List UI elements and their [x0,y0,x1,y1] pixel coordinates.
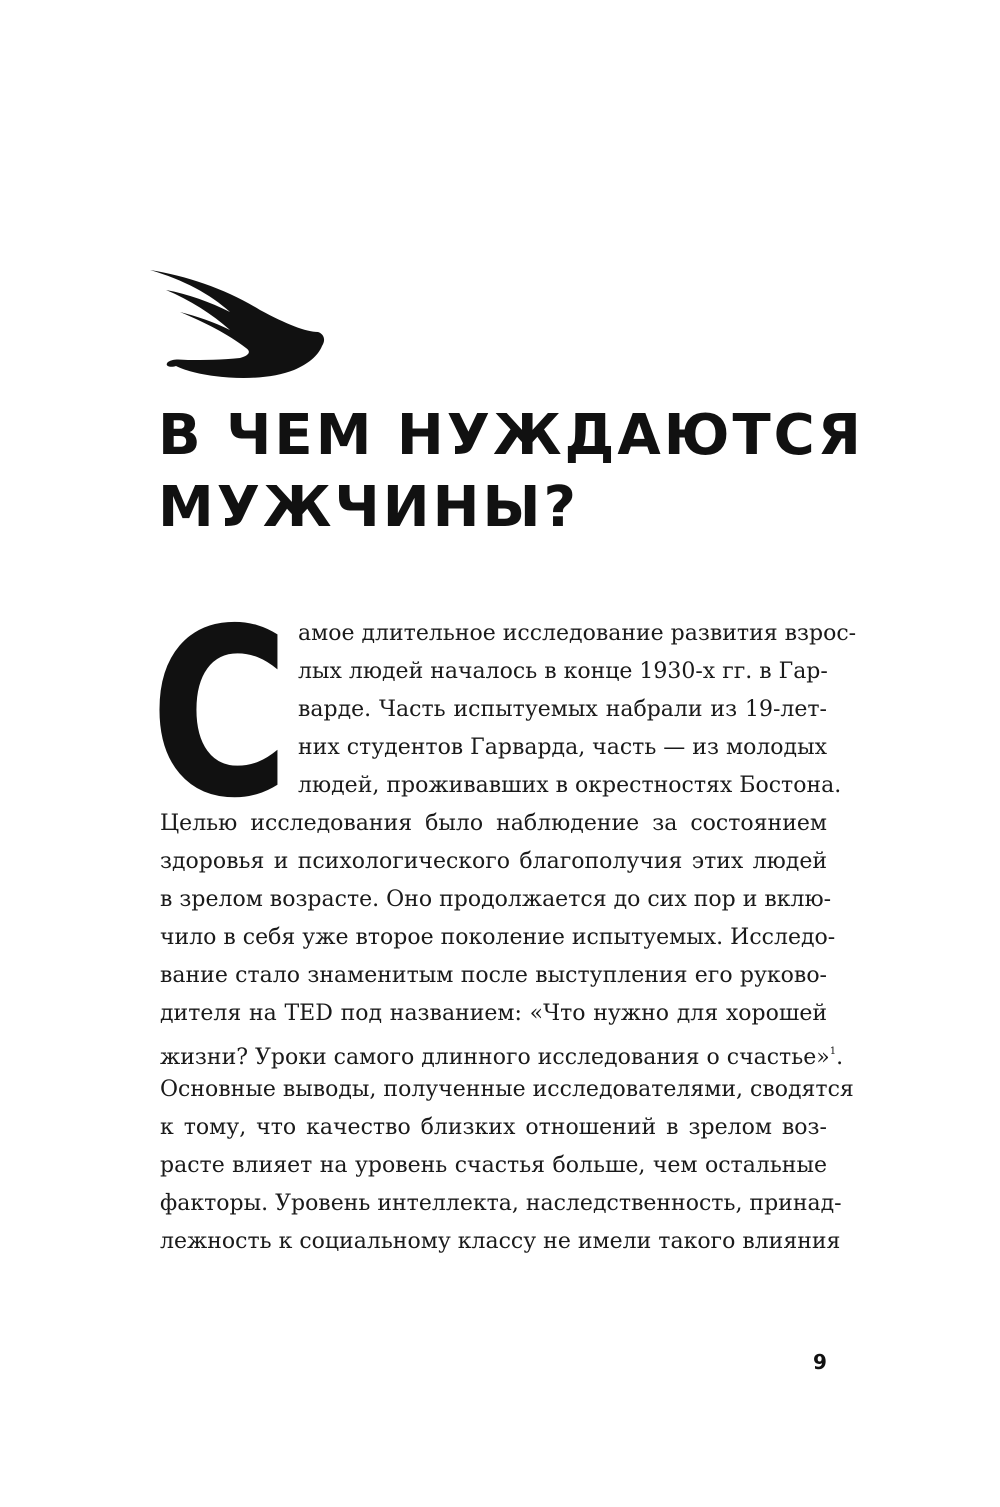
body-line: них студентов Гарварда, часть — из молодых [298,735,827,760]
body-line: расте влияет на уровень счастья больше, чем остальные [160,1153,827,1178]
chapter-title [158,400,864,544]
body-line: амое длительное исследование развития взрос- [298,621,857,646]
chapter-title-line-2: МУЖЧИНЫ? [158,475,579,540]
body-line: чило в себя уже второе поколение испытуемых. Исследо- [160,925,836,950]
flying-figure-icon [148,266,326,384]
body-line: факторы. Уровень интеллекта, наследственность, принад- [160,1191,842,1216]
body-line: здоровья и психологического благополучия этих людей [160,849,827,874]
body-line: вание стало знаменитым после выступления его руково- [160,963,827,988]
body-line: в зрелом возрасте. Оно продолжается до сих пор и вклю- [160,887,832,912]
body-line: лежность к социальному классу не имели такого влияния [160,1229,841,1254]
page-number: 9 [813,1350,827,1374]
body-line: людей, проживавших в окрестностях Бостона. [298,773,842,798]
body-line: к тому, что качество близких отношений в зрелом воз- [160,1115,827,1140]
chapter-title-line-1: В ЧЕМ НУЖДАЮТСЯ [158,403,864,468]
body-line-with-footnote [160,1038,844,1072]
footnote-marker[interactable]: 1 [829,1046,837,1057]
body-line: Целью исследования было наблюдение за состоянием [160,811,827,836]
body-line: лых людей началось в конце 1930-х гг. в Гар- [298,659,828,684]
body-line: дителя на TED под названием: «Что нужно для хорошей [160,1001,827,1026]
body-line-text: жизни? Уроки самого длинного исследования о счастье» [160,1045,830,1070]
body-line: варде. Часть испытуемых набрали из 19-лет- [298,697,827,722]
body-line: Основные выводы, полученные исследователями, сводятся [160,1077,854,1102]
drop-cap: С [150,579,290,849]
sentence-end: . [836,1045,844,1070]
